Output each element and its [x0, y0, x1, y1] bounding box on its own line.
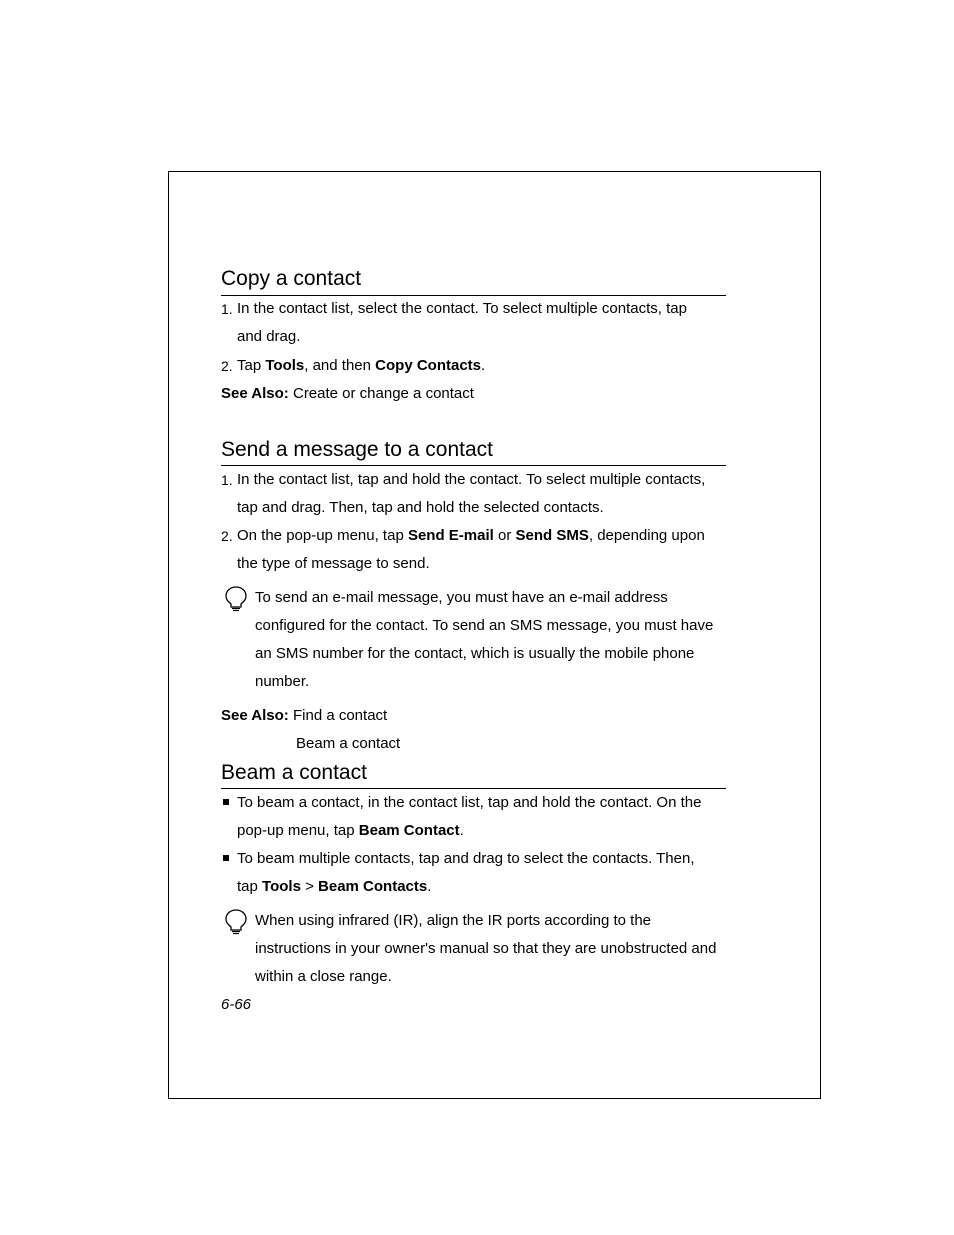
step-text: In the contact list, tap and hold the contact. To select multiple contacts, [237, 471, 706, 488]
tip-text: instructions in your owner's manual so that they are unobstructed and [255, 940, 717, 957]
bullet-icon [223, 855, 229, 861]
tip-text: number. [255, 673, 310, 690]
see-also-label: See Also: [221, 385, 289, 402]
step-text: Tap Tools, and then Copy Contacts. [237, 357, 486, 374]
tip-text: within a close range. [255, 968, 392, 985]
step-number: 1. [221, 301, 233, 317]
heading-rule [221, 295, 726, 296]
step-text: tap and drag. Then, tap and hold the selected contacts. [237, 499, 604, 516]
heading-copy-contact: Copy a contact [221, 267, 362, 290]
lightbulb-icon [224, 585, 248, 613]
heading-rule [221, 465, 726, 466]
see-also-link: Find a contact [292, 707, 388, 724]
step-text: and drag. [237, 328, 301, 345]
lightbulb-icon [224, 908, 248, 936]
bullet-icon [223, 799, 229, 805]
heading-rule [221, 788, 726, 789]
see-also-link: Create or change a contact [292, 385, 474, 402]
bullet-text: To beam a contact, in the contact list, tap and hold the contact. On the [237, 794, 702, 811]
step-text: In the contact list, select the contact. To select multiple contacts, tap [237, 300, 687, 317]
tip-text: an SMS number for the contact, which is usually the mobile phone [255, 645, 695, 662]
step-text: On the pop-up menu, tap Send E-mail or Send SMS, depending upon [237, 527, 705, 544]
step-number: 1. [221, 472, 233, 488]
step-number: 2. [221, 358, 233, 374]
see-also-label: See Also: [221, 707, 289, 724]
tip-text: When using infrared (IR), align the IR ports according to the [255, 912, 652, 929]
bullet-text: To beam multiple contacts, tap and drag to select the contacts. Then, [237, 850, 695, 867]
see-also [221, 385, 474, 403]
step-text: the type of message to send. [237, 555, 430, 572]
tip-text: configured for the contact. To send an SMS message, you must have [255, 617, 714, 634]
step-number: 2. [221, 528, 233, 544]
heading-send-message: Send a message to a contact [221, 438, 494, 461]
see-also [221, 707, 387, 725]
heading-beam-contact: Beam a contact [221, 761, 367, 784]
tip-text: To send an e-mail message, you must have an e-mail address [255, 589, 668, 606]
see-also-link: Beam a contact [296, 735, 401, 752]
page-number: 6-66 [221, 996, 252, 1013]
bullet-text: pop-up menu, tap Beam Contact. [237, 822, 464, 839]
bullet-text: tap Tools > Beam Contacts. [237, 878, 432, 895]
